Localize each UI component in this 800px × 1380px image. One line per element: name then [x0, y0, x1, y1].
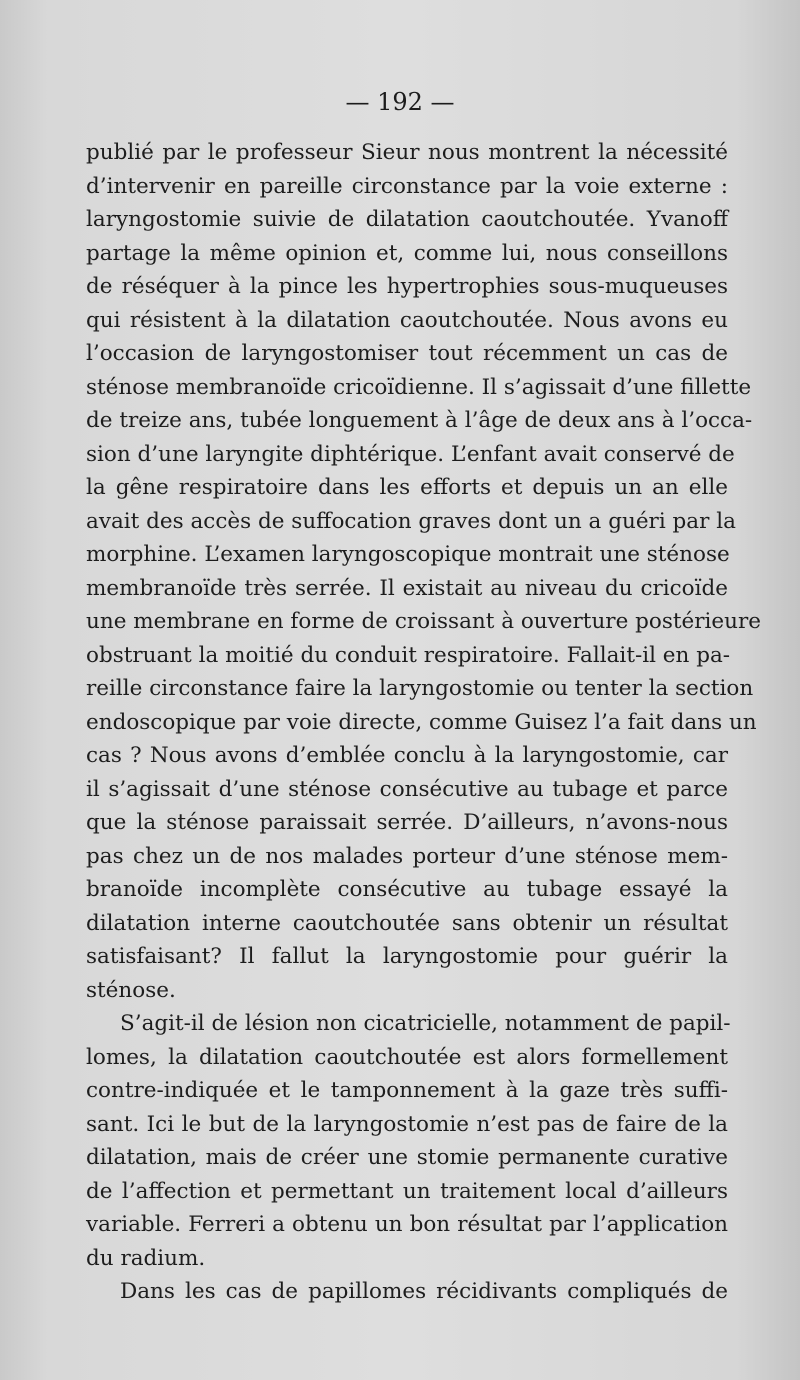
text-line: une membrane en forme de croissant à ouverture postérieure: [86, 609, 761, 634]
paragraph-start-line: Dans les cas de papillomes récidivants compliqués de: [120, 1279, 728, 1304]
text-line: sant. Ici le but de la laryngostomie n’est pas de faire de la: [86, 1111, 728, 1137]
text-line: que la sténose paraissait serrée. D’ailleurs, n’avons-nous: [86, 810, 728, 835]
text-line: sténose membranoïde cricoïdienne. Il s’agissait d’une fillette: [86, 374, 752, 400]
text-line: la gêne respiratoire dans les efforts et depuis un an elle: [86, 475, 728, 500]
text-line: contre-indiquée et le tamponnement à la gaze très suffi-: [86, 1078, 728, 1103]
text-line: pas chez un de nos malades porteur d’une sténose mem-: [86, 843, 728, 869]
text-line: cas ? Nous avons d’emblée conclu à la laryngostomie, car: [86, 743, 728, 768]
text-line: lomes, la dilatation caoutchoutée est alors formellement: [86, 1044, 728, 1070]
text-line: l’occasion de laryngostomiser tout récemment un cas de: [86, 341, 728, 366]
text-line: variable. Ferreri a obtenu un bon résultat par l’application: [86, 1212, 728, 1237]
text-line: obstruant la moitié du conduit respiratoire. Fallait-il en pa-: [86, 642, 731, 668]
page-number: — 192 —: [345, 88, 455, 116]
text-line: qui résistent à la dilatation caoutchoutée. Nous avons eu: [86, 307, 728, 333]
text-line: d’intervenir en pareille circonstance par la voie externe :: [86, 173, 728, 199]
text-line: de treize ans, tubée longuement à l’âge de deux ans à l’occa-: [86, 408, 753, 433]
text-line: satisfaisant? Il fallut la laryngostomie pour guérir la: [86, 944, 728, 969]
text-line: endoscopique par voie directe, comme Guisez l’a fait dans un: [86, 709, 757, 735]
text-line: sion d’une laryngite diphtérique. L’enfant avait conservé de: [86, 441, 735, 467]
text-line: laryngostomie suivie de dilatation caoutchoutée. Yvanoff: [86, 207, 728, 232]
text-line: dilatation interne caoutchoutée sans obtenir un résultat: [86, 910, 728, 936]
text-line: branoïde incomplète consécutive au tubage essayé la: [86, 877, 728, 902]
text-line: partage la même opinion et, comme lui, nous conseillons: [86, 240, 728, 266]
text-line: publié par le professeur Sieur nous montrent la nécessité: [86, 140, 728, 165]
text-line: de réséquer à la pince les hypertrophies sous-muqueuses: [86, 274, 728, 299]
text-line: reille circonstance faire la laryngostomie ou tenter la section: [86, 676, 754, 701]
text-line: il s’agissait d’une sténose consécutive au tubage et parce: [86, 776, 728, 802]
text-line: avait des accès de suffocation graves dont un a guéri par la: [86, 508, 736, 534]
text-line: membranoïde très serrée. Il existait au niveau du cricoïde: [86, 575, 728, 601]
text-line: dilatation, mais de créer une stomie permanente curative: [86, 1145, 728, 1170]
text-line: morphine. L’examen laryngoscopique montrait une sténose: [86, 542, 730, 567]
body-text: [86, 136, 761, 1309]
text-line: de l’affection et permettant un traitement local d’ailleurs: [86, 1178, 728, 1204]
paragraph-start-line: S’agit-il de lésion non cicatricielle, notamment de papil-: [120, 1011, 731, 1036]
paragraph-end-line: du radium.: [86, 1245, 206, 1271]
paragraph-end-line: sténose.: [86, 977, 176, 1003]
